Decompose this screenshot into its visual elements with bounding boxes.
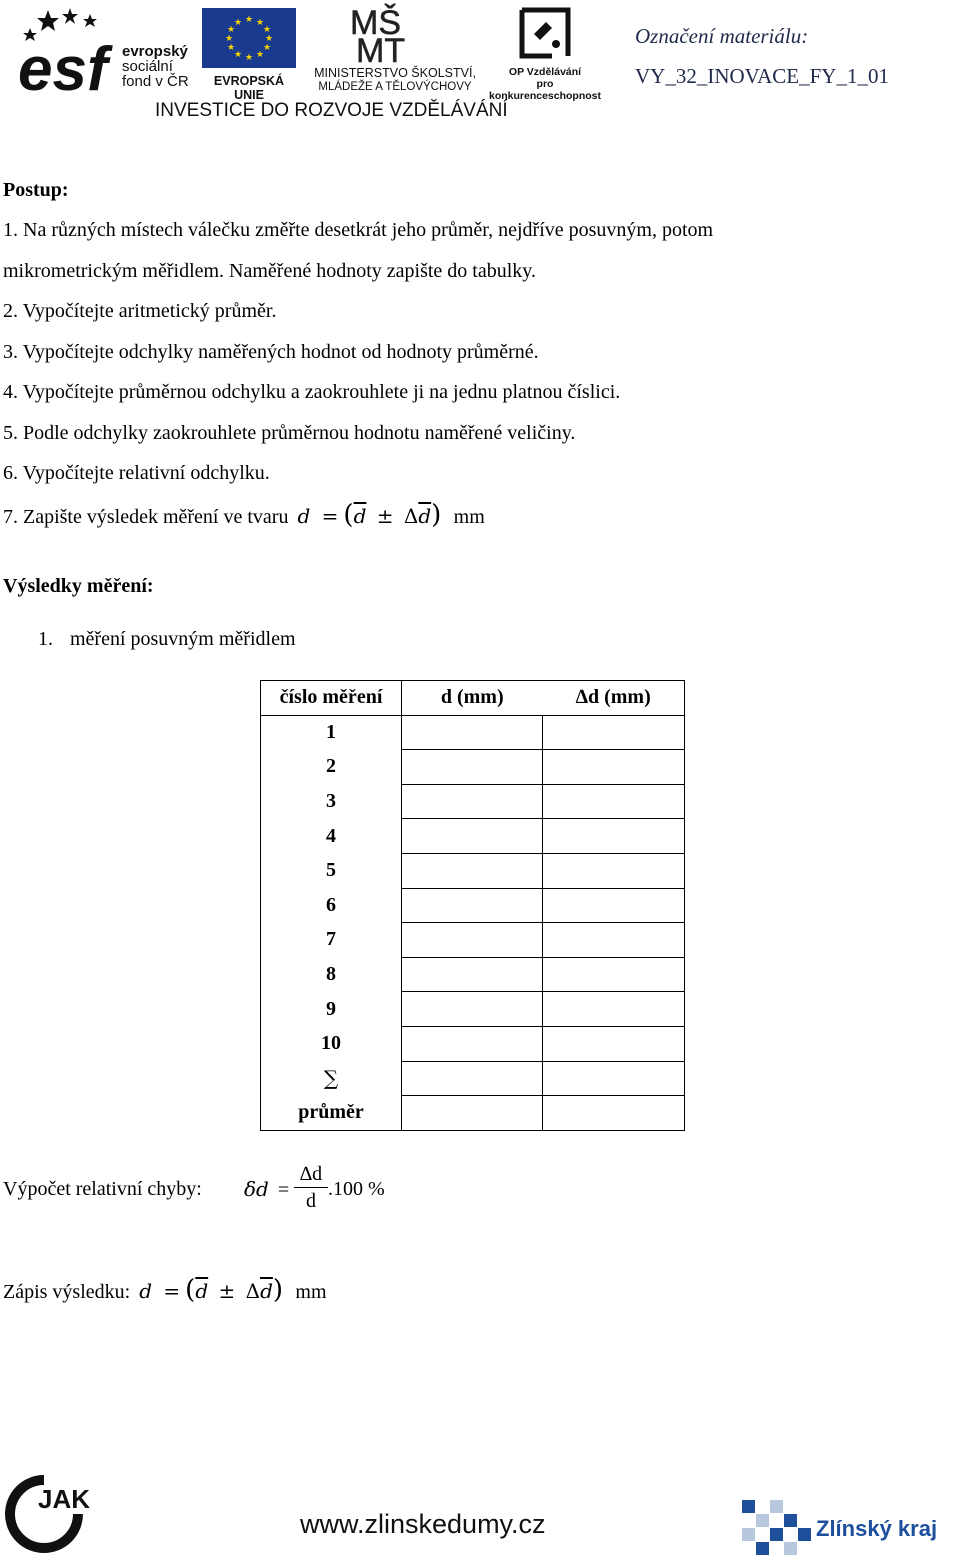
measurement-table <box>260 680 685 1131</box>
procedure-heading: Postup: <box>3 179 69 201</box>
relative-error-symbol: δd <box>244 1177 269 1201</box>
svg-text:★: ★ <box>255 18 265 28</box>
relative-error-fraction <box>294 1162 328 1213</box>
delta-d-cell[interactable] <box>543 819 685 854</box>
msmt-line1: MINISTERSTVO ŠKOLSTVÍ, <box>314 66 476 80</box>
table-header-row <box>261 681 685 716</box>
step-7-formula: $d = (\overline{d} \pm \Delta\overline{d})$ <box>297 500 442 530</box>
relative-error-label: Výpočet relativní chyby: <box>3 1178 202 1200</box>
svg-text:★: ★ <box>226 25 236 35</box>
results-heading: Výsledky měření: <box>3 575 154 597</box>
step-4: 4. Vypočítejte průměrnou odchylku a zaokrouhlete ji na jednu platnou číslici. <box>3 381 621 403</box>
esf-line1: evropský <box>122 43 188 60</box>
delta-d-cell[interactable] <box>543 1061 685 1096</box>
d-cell[interactable] <box>402 888 543 923</box>
esf-line2: sociální <box>122 58 173 75</box>
table-row: 4 <box>261 819 685 854</box>
material-code: VY_32_INOVACE_FY_1_01 <box>635 64 889 88</box>
svg-text:★: ★ <box>224 34 234 44</box>
step-7 <box>3 500 485 530</box>
step-6: 6. Vypočítejte relativní odchylku. <box>3 462 270 484</box>
step-5: 5. Podle odchylky zaokrouhlete průměrnou hodnotu naměřené veličiny. <box>3 422 576 444</box>
relative-error-suffix: .100 % <box>328 1178 385 1200</box>
msmt-line2: MLÁDEŽE A TĚLOVÝCHOVY <box>318 81 472 93</box>
esf-line3: fond v ČR <box>122 73 189 90</box>
msmt-logo <box>306 4 484 96</box>
table-row: 2 <box>261 750 685 785</box>
results-subheading: 1. měření posuvným měřidlem <box>38 628 296 650</box>
esf-logo-text <box>122 44 189 89</box>
delta-d-cell[interactable] <box>543 1096 685 1131</box>
step-7-text: 7. Zapište výsledek měření ve tvaru <box>3 506 289 528</box>
fraction-denominator: d <box>306 1190 316 1212</box>
svg-text:★: ★ <box>255 50 265 60</box>
d-cell[interactable] <box>402 923 543 958</box>
table-row: 7 <box>261 923 685 958</box>
delta-d-cell[interactable] <box>543 992 685 1027</box>
relative-error-formula: δd = <box>244 1177 290 1201</box>
svg-text:MT: MT <box>356 32 406 70</box>
result-record-formula: $d = (\overline{d} \pm \Delta\overline{d})$ <box>139 1275 284 1305</box>
zlinsky-kraj-logo <box>740 1494 955 1556</box>
result-record-label: Zápis výsledku: <box>3 1281 131 1303</box>
step-1-line-1: 1. Na různých místech válečku změřte desetkrát jeho průměr, nejdříve posuvným, potom <box>3 219 714 241</box>
header-d: d (mm) <box>402 681 543 716</box>
eu-flag-icon <box>202 8 296 68</box>
d-cell[interactable] <box>402 715 543 750</box>
slogan: INVESTICE DO ROZVOJE VZDĚLÁVÁNÍ <box>155 100 508 121</box>
svg-text:JAK: JAK <box>38 1484 91 1514</box>
delta-d-cell[interactable] <box>543 1026 685 1061</box>
jak-logo <box>4 1474 91 1554</box>
d-cell[interactable] <box>402 750 543 785</box>
sum-icon: ∑ <box>261 1061 402 1096</box>
delta-d-cell[interactable] <box>543 923 685 958</box>
table-row-sum <box>261 1061 685 1096</box>
delta-d-cell[interactable] <box>543 715 685 750</box>
jak-logo-icon <box>4 1474 91 1554</box>
d-cell[interactable] <box>402 957 543 992</box>
material-code-label: Označení materiálu: <box>635 24 809 48</box>
table-row: 6 <box>261 888 685 923</box>
delta-d-cell[interactable] <box>543 750 685 785</box>
table-row: 1 <box>261 715 685 750</box>
svg-text:★: ★ <box>262 25 272 35</box>
svg-text:MŠ: MŠ <box>350 4 401 42</box>
delta-d-cell[interactable] <box>543 784 685 819</box>
result-record <box>3 1275 327 1305</box>
d-cell[interactable] <box>402 1096 543 1131</box>
esf-logo <box>18 6 196 104</box>
msmt-emblem-icon <box>346 4 438 70</box>
eu-logo <box>198 6 300 102</box>
svg-text:★: ★ <box>244 15 254 25</box>
table-row: 5 <box>261 853 685 888</box>
op-line1: OP Vzdělávání <box>508 66 582 78</box>
header-measurement-number: číslo měření <box>261 681 402 716</box>
svg-text:★: ★ <box>262 43 272 53</box>
svg-text:esf: esf <box>18 35 108 104</box>
zlinsky-kraj-emblem-icon <box>740 1494 812 1556</box>
op-text <box>486 66 604 102</box>
op-logo <box>486 4 604 102</box>
svg-text:★: ★ <box>244 53 254 63</box>
step-1-line-2: mikrometrickým měřidlem. Naměřené hodnoty zapište do tabulky. <box>3 260 536 282</box>
d-cell[interactable] <box>402 819 543 854</box>
d-cell[interactable] <box>402 1026 543 1061</box>
svg-text:★: ★ <box>233 18 243 28</box>
table-row: 8 <box>261 957 685 992</box>
d-cell[interactable] <box>402 992 543 1027</box>
svg-text:★: ★ <box>233 50 243 60</box>
table-row: 10 <box>261 1026 685 1061</box>
step-2: 2. Vypočítejte aritmetický průměr. <box>3 300 277 322</box>
eu-caption: EVROPSKÁ UNIE <box>213 74 285 102</box>
zlinsky-kraj-label: Zlínský kraj <box>816 1516 938 1541</box>
d-cell[interactable] <box>402 853 543 888</box>
delta-d-cell[interactable] <box>543 888 685 923</box>
msmt-text <box>306 66 484 94</box>
op-emblem-icon <box>512 4 578 62</box>
delta-d-cell[interactable] <box>543 957 685 992</box>
svg-text:★: ★ <box>264 34 274 44</box>
table-row: 9 <box>261 992 685 1027</box>
table-row: 3 <box>261 784 685 819</box>
delta-d-cell[interactable] <box>543 853 685 888</box>
header-delta-d: ∆d (mm) <box>543 681 685 716</box>
result-record-unit: mm <box>295 1281 327 1303</box>
d-cell[interactable] <box>402 784 543 819</box>
svg-text:★: ★ <box>226 43 236 53</box>
footer-url[interactable]: www.zlinskedumy.cz <box>300 1509 546 1539</box>
op-line2: pro konkurenceschopnost <box>488 78 602 102</box>
d-cell[interactable] <box>402 1061 543 1096</box>
table-row-average: průměr <box>261 1096 685 1131</box>
step-3: 3. Vypočítejte odchylky naměřených hodnot od hodnoty průměrné. <box>3 341 539 363</box>
fraction-numerator: ∆d <box>299 1163 323 1185</box>
step-7-unit: mm <box>453 506 485 528</box>
